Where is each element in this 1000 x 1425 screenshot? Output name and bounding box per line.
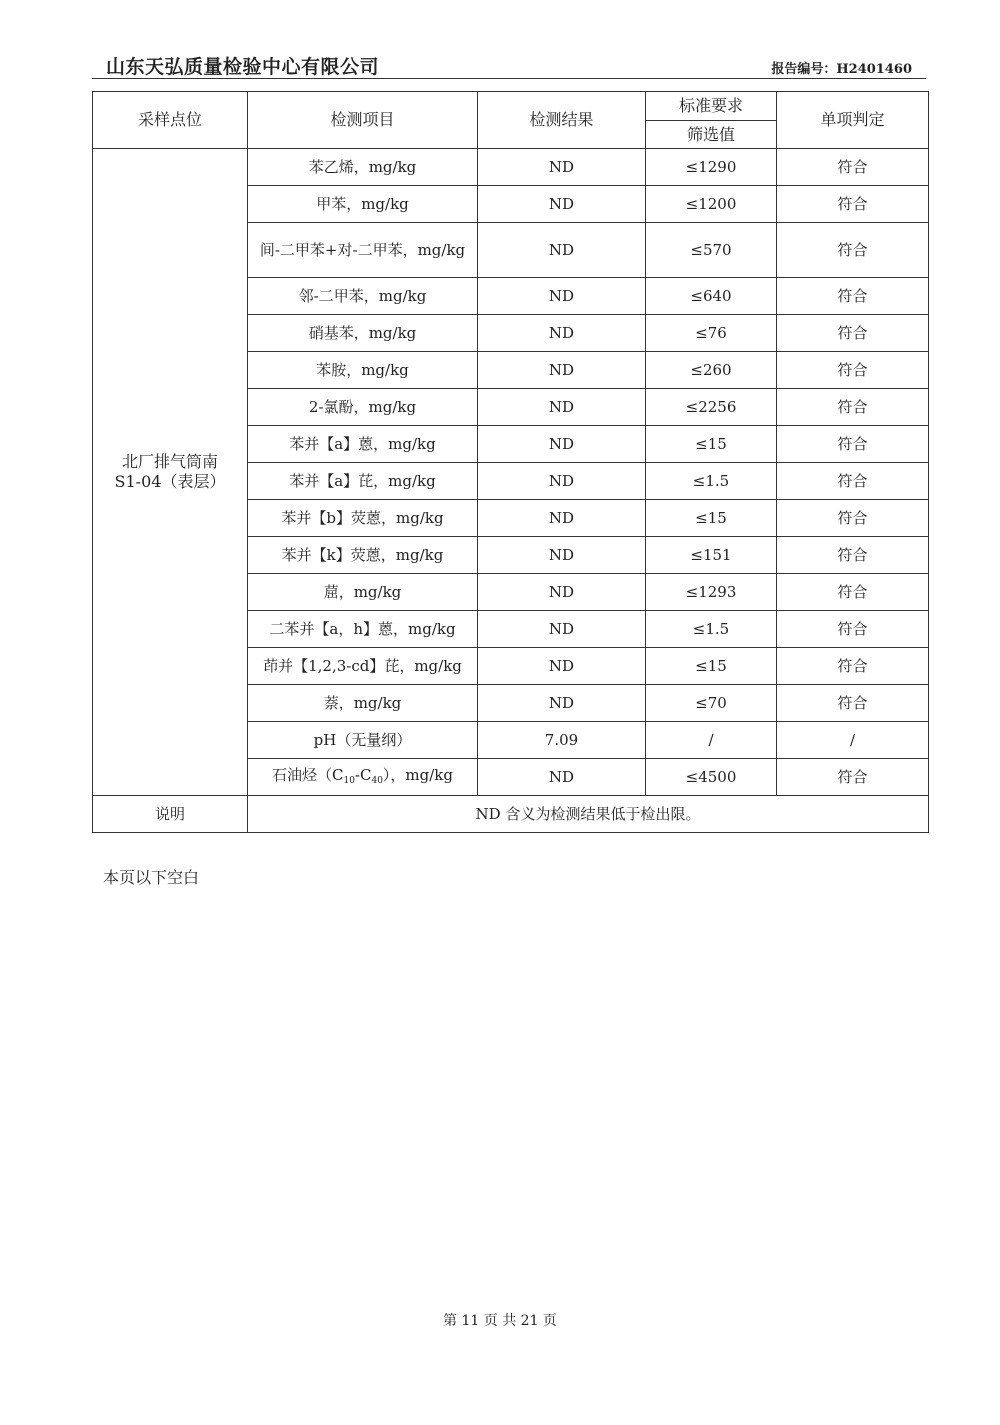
judgement-cell: 符合 bbox=[777, 500, 929, 537]
result-cell: ND bbox=[478, 149, 646, 186]
standard-cell: ≤151 bbox=[646, 537, 777, 574]
blank-page-note: 本页以下空白 bbox=[103, 868, 200, 887]
result-cell: 7.09 bbox=[478, 722, 646, 759]
judgement-cell: 符合 bbox=[777, 537, 929, 574]
item-subscript: 40 bbox=[371, 776, 383, 787]
result-cell: ND bbox=[478, 389, 646, 426]
item-cell: 苯并【a】芘，mg/kg bbox=[248, 463, 478, 500]
result-cell: ND bbox=[478, 537, 646, 574]
item-prefix: 石油烃（C bbox=[271, 766, 344, 785]
result-cell: ND bbox=[478, 352, 646, 389]
result-cell: ND bbox=[478, 426, 646, 463]
judgement-cell: 符合 bbox=[777, 574, 929, 611]
standard-cell: ≤1.5 bbox=[646, 611, 777, 648]
header-result: 检测结果 bbox=[478, 92, 646, 149]
results-table bbox=[92, 91, 929, 833]
result-cell: ND bbox=[478, 223, 646, 278]
standard-cell: ≤1290 bbox=[646, 149, 777, 186]
item-suffix: ），mg/kg bbox=[382, 766, 453, 785]
judgement-cell: / bbox=[777, 722, 929, 759]
standard-cell: ≤570 bbox=[646, 223, 777, 278]
result-cell: ND bbox=[478, 648, 646, 685]
header-standard: 标准要求 bbox=[646, 92, 777, 121]
item-cell: 邻-二甲苯，mg/kg bbox=[248, 278, 478, 315]
judgement-cell: 符合 bbox=[777, 352, 929, 389]
judgement-cell: 符合 bbox=[777, 149, 929, 186]
header-judgement: 单项判定 bbox=[777, 92, 929, 149]
sampling-site-cell bbox=[93, 149, 248, 796]
item-cell: 硝基苯，mg/kg bbox=[248, 315, 478, 352]
company-name: 山东天弘质量检验中心有限公司 bbox=[106, 56, 380, 78]
item-cell: 茚并【1,2,3-cd】芘，mg/kg bbox=[248, 648, 478, 685]
judgement-cell: 符合 bbox=[777, 759, 929, 796]
standard-cell: ≤2256 bbox=[646, 389, 777, 426]
judgement-cell: 符合 bbox=[777, 278, 929, 315]
result-cell: ND bbox=[478, 500, 646, 537]
sampling-site-code: S1-04（表层） bbox=[114, 472, 226, 491]
judgement-cell: 符合 bbox=[777, 389, 929, 426]
judgement-cell: 符合 bbox=[777, 223, 929, 278]
item-cell bbox=[248, 759, 478, 796]
item-cell: 萘，mg/kg bbox=[248, 685, 478, 722]
item-cell: 二苯并【a，h】蒽，mg/kg bbox=[248, 611, 478, 648]
result-cell: ND bbox=[478, 186, 646, 223]
item-cell: 间-二甲苯+对-二甲苯，mg/kg bbox=[248, 223, 478, 278]
item-mid: -C bbox=[354, 766, 372, 785]
report-number: 报告编号：H2401460 bbox=[771, 62, 912, 77]
standard-cell: ≤640 bbox=[646, 278, 777, 315]
standard-cell: ≤1.5 bbox=[646, 463, 777, 500]
standard-cell: ≤15 bbox=[646, 426, 777, 463]
judgement-cell: 符合 bbox=[777, 463, 929, 500]
table-row bbox=[93, 149, 929, 186]
header-site: 采样点位 bbox=[93, 92, 248, 149]
item-cell: 苯并【k】荧蒽，mg/kg bbox=[248, 537, 478, 574]
result-cell: ND bbox=[478, 685, 646, 722]
result-cell: ND bbox=[478, 611, 646, 648]
header-screening-value: 筛选值 bbox=[646, 121, 777, 149]
result-cell: ND bbox=[478, 574, 646, 611]
standard-cell: ≤70 bbox=[646, 685, 777, 722]
item-cell: 2-氯酚，mg/kg bbox=[248, 389, 478, 426]
judgement-cell: 符合 bbox=[777, 685, 929, 722]
judgement-cell: 符合 bbox=[777, 426, 929, 463]
item-subscript: 10 bbox=[343, 776, 355, 787]
standard-cell: ≤15 bbox=[646, 648, 777, 685]
item-cell: 苯并【a】蒽，mg/kg bbox=[248, 426, 478, 463]
item-cell: 䓛，mg/kg bbox=[248, 574, 478, 611]
judgement-cell: 符合 bbox=[777, 648, 929, 685]
standard-cell: ≤260 bbox=[646, 352, 777, 389]
result-cell: ND bbox=[478, 463, 646, 500]
item-cell: pH（无量纲） bbox=[248, 722, 478, 759]
result-cell: ND bbox=[478, 278, 646, 315]
page-header bbox=[92, 48, 926, 79]
item-cell: 苯乙烯，mg/kg bbox=[248, 149, 478, 186]
standard-cell: ≤1200 bbox=[646, 186, 777, 223]
standard-cell: ≤76 bbox=[646, 315, 777, 352]
result-cell: ND bbox=[478, 759, 646, 796]
table-header-row bbox=[93, 92, 929, 121]
standard-cell: / bbox=[646, 722, 777, 759]
page-footer: 第 11 页 共 21 页 bbox=[443, 1313, 557, 1329]
judgement-cell: 符合 bbox=[777, 315, 929, 352]
standard-cell: ≤15 bbox=[646, 500, 777, 537]
header-item: 检测项目 bbox=[248, 92, 478, 149]
standard-cell: ≤1293 bbox=[646, 574, 777, 611]
item-cell: 甲苯，mg/kg bbox=[248, 186, 478, 223]
item-cell: 苯并【b】荧蒽，mg/kg bbox=[248, 500, 478, 537]
note-label: 说明 bbox=[93, 796, 248, 833]
note-row bbox=[93, 796, 929, 833]
item-cell: 苯胺，mg/kg bbox=[248, 352, 478, 389]
result-cell: ND bbox=[478, 315, 646, 352]
judgement-cell: 符合 bbox=[777, 611, 929, 648]
standard-cell: ≤4500 bbox=[646, 759, 777, 796]
judgement-cell: 符合 bbox=[777, 186, 929, 223]
note-text: ND 含义为检测结果低于检出限。 bbox=[248, 796, 929, 833]
sampling-site-name: 北厂排气筒南 bbox=[121, 452, 218, 471]
